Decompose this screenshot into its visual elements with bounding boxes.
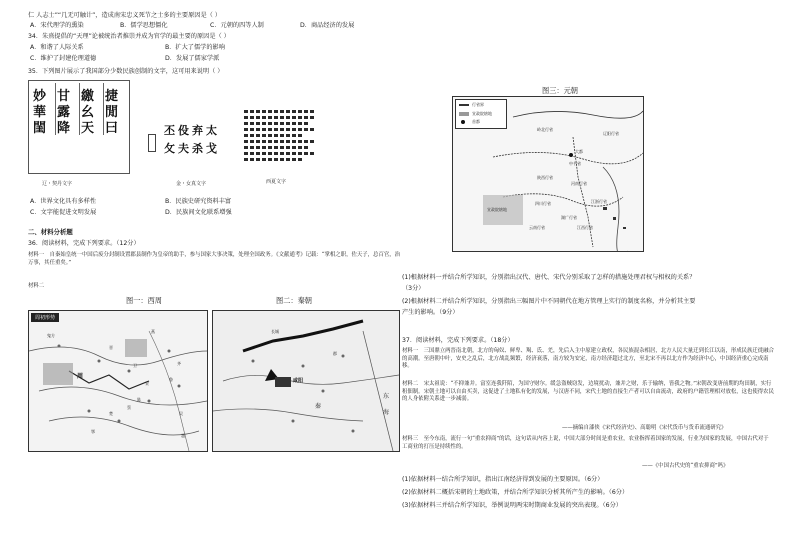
q37-material-1: 材料一 三国鼎立两晋南北朝，北方的匈奴、鲜卑、羯、氐、羌，先后入主中原建立政权，各民族混杂相居，北方人民大量迁到长江以南，形成民族迁徙融合的高潮。至唐朝中叶，安史之乱后，北方战乱频繁，经济衰落，南方较为安定，南方经济超过北方，至北宋不再以北方作为经济中心，中国经济重心完成南移。 [402, 348, 774, 370]
q33-stem: 仁 人志士”“几无可触计”，造成南宋忠义死节之士多的主要原因是（ ） [28, 12, 221, 19]
map1-label: 晋 [109, 345, 113, 350]
map1-label: 越 [181, 433, 185, 438]
q37-material-2-source: ——摘编自漆侠《宋代经济史》、高聪明《宋代货币与货币流通研究》 [562, 425, 727, 431]
q37-question-1: (1)依据材料一结合所学知识，指出江南经济得到发展的主要原因。（6分） [402, 476, 604, 483]
map3-title: 图三：元朝 [542, 86, 578, 95]
jurchen-glyph: 杀 [192, 142, 203, 155]
map1-label: 鲁 [169, 377, 173, 382]
map1-label: 吴 [179, 411, 183, 416]
q34-option-d[interactable]: D．发展了儒家学派 [165, 55, 220, 62]
q36-material-1: 材料一 自秦始皇统一中国后废分封制设置郡县制作为皇帝的助手，参与国家大事决策，处理全国政务。《文献通考》记载：“掌相之职，佐天子，总百官，治万事，其任重矣。” [28, 252, 401, 266]
jurchen-glyph: 攵 [164, 142, 175, 155]
jurchen-glyph: 太 [206, 124, 217, 137]
map1-label: 鄂 [91, 429, 95, 434]
map2-label: 秦 [315, 403, 322, 410]
map3-label: 陕西行省 [537, 175, 553, 180]
map1-label: 周 [77, 373, 84, 380]
q36-material-2: 材料二 [28, 283, 45, 289]
left-column [28, 0, 401, 549]
q36-question-1: (1)根据材料一并结合所学知识，分别指出汉代、唐代、宋代分别采取了怎样的措施处理君权与相权的关系？ [402, 274, 696, 281]
tangut-script-image [242, 108, 322, 170]
q35-option-b[interactable]: B．民族史研究资料丰富 [165, 198, 232, 205]
q37-material-3-source: ——《中国古代史的“重农抑商”吗》 [642, 463, 729, 469]
q37-material-2: 材料二 宋太祖说：“不抑兼并。富室连我阡陌，为国守财尔。缓急盗贼窃发，边境扰动，兼并之财，乐于输纳，皆我之物。”宋朝改变唐前期的均田制，实行租佃制。宋朝土地可以自由买卖，这促进了土地私有化的发展，与汉唐不同，宋代土地的直接生产者可以自由流动，政府的户籍管理相对放松，这也使得农民的人身依附关系进一步减弱。 [402, 381, 774, 403]
map1-label: 卫 [133, 363, 137, 368]
map2-title: 图二：秦朝 [276, 296, 312, 305]
q36-question-2: (2)根据材料二并结合所学知识，分别指出三幅图片中不同朝代在地方管理上实行的制度名称，并分析其主要 [402, 298, 696, 305]
q34-option-c[interactable]: C．维护了封建伦理道德 [30, 55, 97, 62]
map3-label: 宣政院辖地 [487, 207, 507, 212]
map3-label: 云南行省 [529, 225, 545, 230]
map1-label: 鬼方 [47, 333, 55, 338]
q37-material-3: 材料三 至今东南，流行一句“重农抑商”的话，这句话从内容上说，中国大部分时间是重农业，农业指挥着国家的发展，行业为国家的发展，中国古代对于工商业的打压是持续性的。 [402, 436, 769, 450]
map1-banner: 周初形势 [31, 313, 59, 322]
map3-label: 四川行省 [535, 201, 551, 206]
map1-label: 燕 [151, 329, 155, 334]
khitan-glyph: 甘 [57, 89, 71, 104]
q33-option-d[interactable]: D．商品经济的发展 [300, 22, 355, 29]
map3-legend-item: 行省界 [472, 102, 484, 107]
map3-legend-item: 宣政院辖地 [472, 111, 492, 116]
q37-title: 37．阅读材料，完成下列要求。（18分） [402, 337, 514, 344]
map3-label: 辽阳行省 [603, 131, 619, 136]
map2-label: 海 [383, 409, 390, 416]
q33-option-b[interactable]: B．儒学思想僵化 [120, 22, 168, 29]
jurchen-glyph: 戈 [206, 142, 217, 155]
q35-option-c[interactable]: C．文字能促进文明发展 [30, 209, 97, 216]
map2-label: 长城 [271, 329, 279, 334]
map3-label: 河南行省 [571, 181, 587, 186]
q36-title: 36．阅读材料，完成下列要求。（12分） [28, 240, 140, 247]
jurchen-glyph: 夫 [178, 142, 189, 155]
map1-label: 宋 [145, 381, 149, 386]
khitan-caption: 辽・契丹文字 [42, 181, 73, 187]
q33-option-c[interactable]: C．元朝的四等人制 [210, 22, 264, 29]
q37-question-3: (3)依据材料三并结合所学知识，举例说明两宋时期商业发展的突出表现。（6分） [402, 502, 622, 509]
map1-terrain [29, 311, 207, 451]
khitan-script-image [28, 80, 130, 174]
khitan-glyph: 閒 [105, 105, 119, 120]
section-heading: 二、材料分析题 [28, 228, 73, 236]
map3-label: 湖广行省 [561, 215, 577, 220]
khitan-glyph: 閨 [33, 121, 47, 136]
right-column [402, 0, 780, 549]
map3-label: 岭北行省 [537, 127, 553, 132]
map-yuan [452, 96, 644, 252]
map3-legend-item: 首都 [472, 119, 480, 124]
khitan-glyph: 華 [33, 105, 47, 120]
q33-option-a[interactable]: A．宋代理学的熏染 [30, 22, 84, 29]
jurchen-script-image [142, 118, 232, 170]
map2-label: 郡 [333, 351, 337, 356]
khitan-glyph: 天 [81, 121, 95, 136]
tangut-caption: 西夏文字 [266, 179, 287, 185]
jurchen-glyph: 丕 [164, 124, 175, 137]
q37-question-2: (2)依据材料二概括宋朝的土地政策，并结合所学知识分析其所产生的影响。（6分） [402, 489, 629, 496]
map-qin [212, 310, 400, 452]
map2-label: 咸阳 [293, 378, 304, 384]
khitan-glyph: 繳 [81, 89, 95, 104]
map1-label: 陈 [137, 397, 141, 402]
q34-option-a[interactable]: A．和谐了人际关系 [30, 44, 84, 51]
map1-label: 蔡 [127, 405, 131, 410]
map1-label: 齐 [177, 361, 181, 366]
q35-stem: 35．下列图片展示了我国部分少数民族创制的文字，这可用来说明（ ） [28, 68, 224, 75]
tangut-glyph-grid [242, 108, 322, 170]
jurchen-glyph: 伇 [178, 124, 189, 137]
jurchen-glyph: 弃 [192, 124, 203, 137]
map3-terrain [453, 97, 643, 251]
q34-stem: 34．朱熹提倡的“天理”论被统治者推崇并成为官学的最主要的原因是（ ） [28, 33, 230, 40]
map3-label: 江浙行省 [591, 199, 607, 204]
map3-label: 中书省 [569, 161, 581, 166]
map1-title: 图一：西周 [126, 296, 162, 305]
map3-label: 大都 [575, 149, 583, 154]
map2-terrain [213, 311, 399, 451]
khitan-glyph: 曰 [105, 121, 119, 136]
map1-label: 楚 [109, 411, 113, 416]
q36-question-2-cont: 产生的影响。（9分） [402, 309, 459, 316]
map3-label: 江西行省 [577, 225, 593, 230]
khitan-glyph: 幺 [81, 105, 95, 120]
khitan-glyph: 捷 [105, 89, 119, 104]
q35-option-d[interactable]: D．民族间文化联系增强 [165, 209, 232, 216]
khitan-glyph: 露 [57, 105, 71, 120]
khitan-glyph: 妙 [33, 89, 47, 104]
map-western-zhou [28, 310, 208, 452]
jurchen-caption: 金・女真文字 [176, 181, 207, 187]
q34-option-b[interactable]: B．扩大了儒学的影响 [165, 44, 225, 51]
q35-option-a[interactable]: A．世界文化具有多样性 [30, 198, 97, 205]
q36-question-1-score: （3分） [402, 285, 425, 292]
map2-label: 东 [383, 393, 390, 400]
khitan-glyph: 降 [57, 121, 71, 136]
